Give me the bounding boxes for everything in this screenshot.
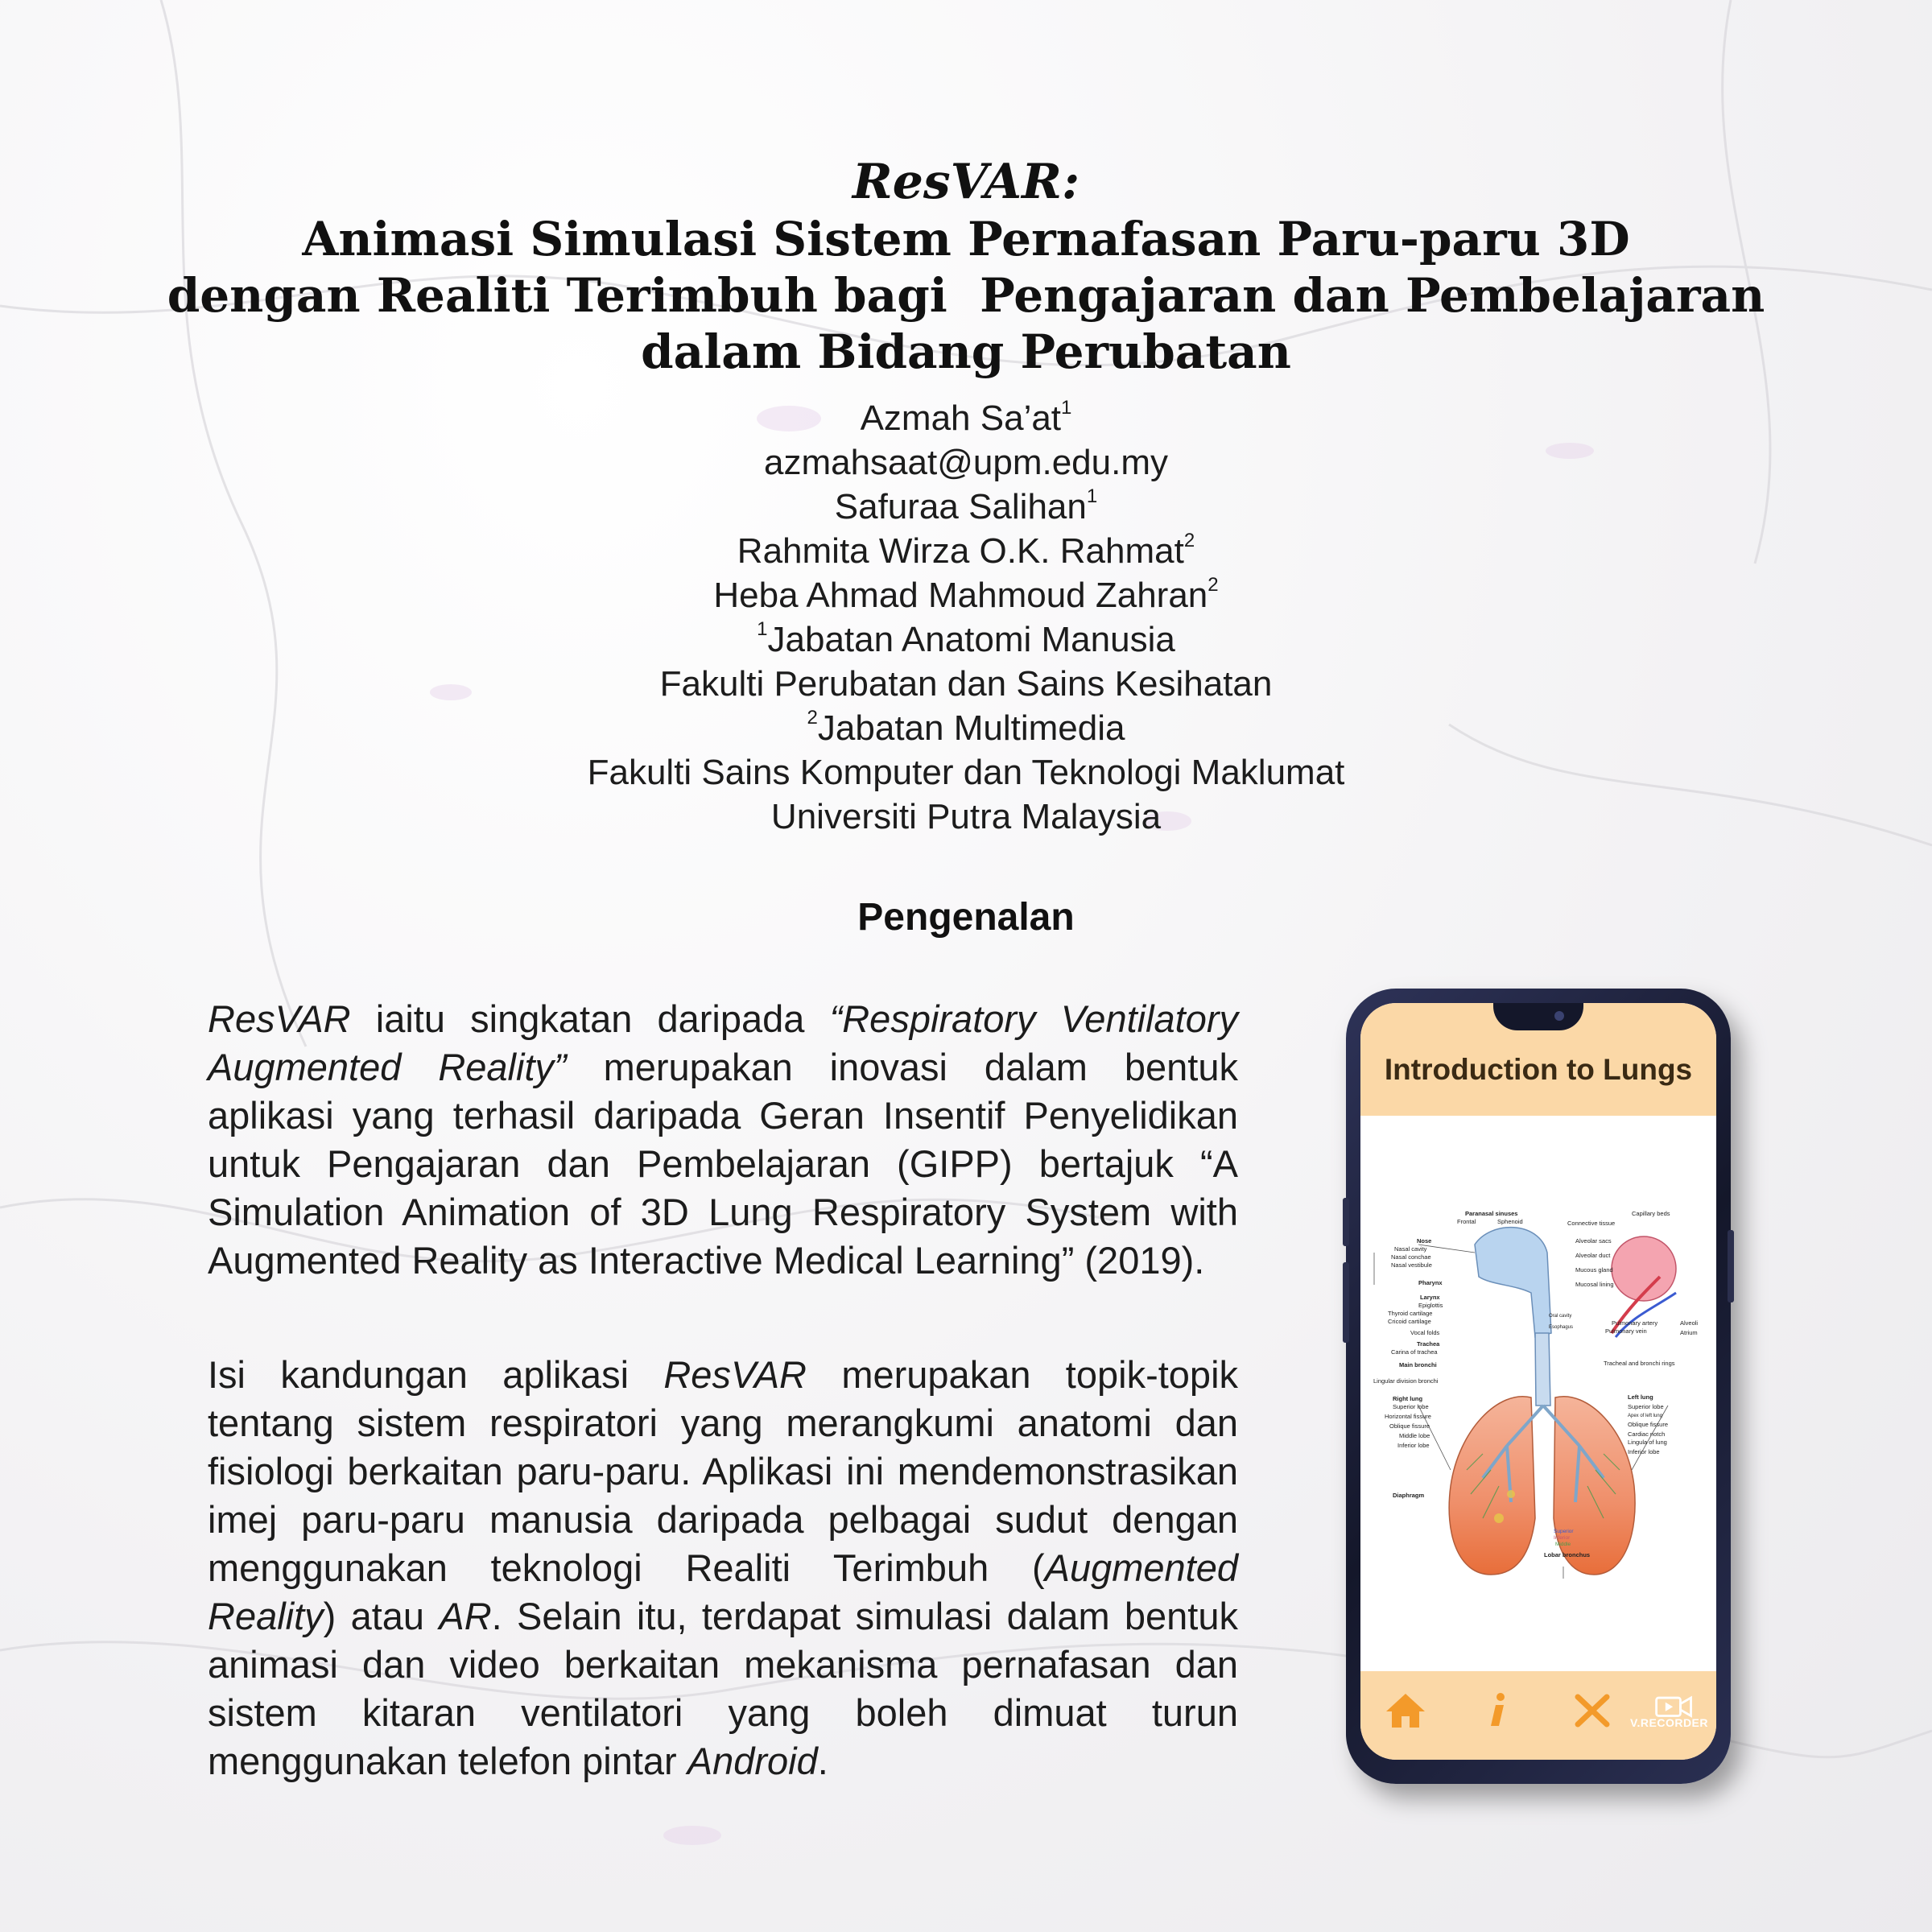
label-lobar-superior: Superior <box>1554 1529 1574 1534</box>
author-4 <box>322 573 1610 617</box>
p1-span-2: iaitu singkatan daripada <box>350 997 830 1040</box>
affiliation-1-sup: 1 <box>757 618 768 640</box>
author-1 <box>322 396 1610 440</box>
label-alv-sacs: Alveolar sacs <box>1575 1237 1612 1245</box>
label-trachea: Trachea <box>1417 1340 1440 1348</box>
label-frontal: Frontal <box>1457 1218 1476 1225</box>
label-l-superior: Superior lobe <box>1628 1403 1664 1410</box>
info-icon[interactable] <box>1473 1686 1521 1734</box>
label-carina: Carina of trachea <box>1391 1348 1438 1356</box>
phone-screen <box>1360 1003 1716 1760</box>
author-3 <box>322 529 1610 573</box>
author-2 <box>322 485 1610 529</box>
label-thyroid: Thyroid cartilage <box>1388 1310 1433 1317</box>
label-apex: Apex of left lung <box>1628 1414 1663 1418</box>
label-diaphragm: Diaphragm <box>1393 1492 1425 1499</box>
affiliation-1-faculty: Fakulti Perubatan dan Sains Kesihatan <box>659 664 1273 704</box>
label-lobar-middle: Middle <box>1555 1542 1571 1547</box>
affiliation-2-sup: 2 <box>807 707 818 729</box>
left-lung-shape <box>1554 1397 1635 1575</box>
close-icon[interactable] <box>1568 1686 1616 1734</box>
section-heading: Pengenalan <box>857 896 1075 939</box>
label-connective: Connective tissue <box>1567 1220 1616 1227</box>
phone-notch <box>1493 1003 1583 1030</box>
label-right-lung: Right lung <box>1393 1395 1423 1402</box>
label-pulm-vein: Pulmonary vein <box>1605 1327 1647 1335</box>
right-lung-shape <box>1449 1397 1535 1575</box>
label-main-bronchi: Main bronchi <box>1399 1361 1437 1368</box>
camera-icon <box>1554 1011 1564 1021</box>
label-middle: Middle lobe <box>1399 1432 1430 1439</box>
label-left-lung: Left lung <box>1628 1393 1653 1401</box>
lung-anatomy-diagram <box>1370 1196 1707 1583</box>
phone-side-button <box>1343 1198 1349 1246</box>
affiliation-2-dept-text: Jabatan Multimedia <box>817 708 1125 748</box>
recorder-label: V.RECORDER <box>1629 1716 1708 1729</box>
title-line-3: dengan Realiti Terimbuh bagi Pengajaran dan Pembelajaran <box>167 268 1765 323</box>
label-lobar-inferior: Inferior <box>1554 1535 1571 1541</box>
app-screen-title: Introduction to Lungs <box>1384 1053 1693 1086</box>
label-nose: Nose <box>1417 1237 1432 1245</box>
label-r-superior: Superior lobe <box>1393 1403 1429 1410</box>
app-body <box>1360 1116 1716 1679</box>
label-larynx: Larynx <box>1420 1294 1440 1301</box>
trachea-shape <box>1535 1333 1550 1406</box>
label-pulm-artery: Pulmonary artery <box>1612 1319 1658 1327</box>
label-l-oblique: Oblique fissure <box>1628 1421 1669 1428</box>
p2-span-2: ResVAR <box>663 1353 807 1396</box>
title-line-1: ResVAR: <box>852 154 1080 210</box>
author-2-sup: 1 <box>1086 485 1098 507</box>
label-lobar-bronchus: Lobar bronchus <box>1544 1551 1591 1558</box>
author-3-sup: 2 <box>1183 530 1195 551</box>
author-1-email: azmahsaat@upm.edu.my <box>763 443 1168 482</box>
label-oral: Oral cavity <box>1549 1314 1572 1319</box>
label-vocal: Vocal folds <box>1410 1329 1440 1336</box>
author-1-name: Azmah Sa’at <box>860 398 1062 438</box>
home-icon[interactable] <box>1381 1686 1430 1734</box>
label-r-oblique: Oblique fissure <box>1389 1422 1430 1430</box>
label-cardiac: Cardiac notch <box>1628 1430 1666 1438</box>
phone-side-button <box>1728 1230 1734 1302</box>
affiliation-2-dept <box>322 706 1610 750</box>
p1-span-4: merupakan inovasi dalam bentuk aplikasi yang terhasil daripada Geran Insentif Penyelidikan untuk Pengajaran dan Pembelajaran (GIPP) bertajuk “A Simulation Animation of 3D Lung Respiratory System with Augmented Reality as Interactive Medical Learning” (2019). <box>208 1046 1239 1282</box>
author-4-name: Heba Ahmad Mahmoud Zahran <box>713 576 1208 615</box>
p2-span-8: Android <box>687 1740 818 1782</box>
nasal-airway-shape <box>1475 1228 1551 1337</box>
phone-side-button <box>1343 1262 1349 1343</box>
label-esophagus: Esophagus <box>1549 1325 1574 1330</box>
p1-span-3: “Respiratory Ventilatory Augmented Reality” <box>208 997 1239 1088</box>
title-line-4: dalam Bidang Perubatan <box>641 324 1291 379</box>
author-block <box>322 396 1610 839</box>
app-footer-bar <box>1360 1671 1716 1760</box>
label-l-inferior: Inferior lobe <box>1628 1448 1660 1455</box>
label-nasal-conchae: Nasal conchae <box>1391 1253 1431 1261</box>
affiliation-1-dept-text: Jabatan Anatomi Manusia <box>767 620 1175 659</box>
paragraph-1 <box>208 995 1238 1285</box>
author-4-sup: 2 <box>1208 574 1219 596</box>
smartphone-mockup <box>1346 989 1731 1784</box>
title-line-2: Animasi Simulasi Sistem Pernafasan Paru-paru 3D <box>302 212 1630 266</box>
label-cricoid: Cricoid cartilage <box>1388 1318 1431 1325</box>
author-1-sup: 1 <box>1061 397 1072 419</box>
p1-span-1: ResVAR <box>208 997 351 1040</box>
label-atrium: Atrium <box>1680 1329 1698 1336</box>
label-epiglottis: Epiglottis <box>1418 1302 1443 1309</box>
label-alveoli: Alveoli <box>1680 1319 1699 1327</box>
label-capillary: Capillary beds <box>1632 1210 1670 1217</box>
p2-span-3: merupakan topik-topik tentang sistem respiratori yang merangkumi anatomi dan fisiologi berkaitan paru-paru. Aplikasi ini mendemonstrasikan imej paru-paru manusia daripada pelbagai sudut dengan menggunakan teknologi Realiti Terimbuh ( <box>208 1353 1239 1589</box>
p2-span-6: AR <box>439 1595 492 1637</box>
label-pharynx: Pharynx <box>1418 1279 1443 1286</box>
label-r-inferior: Inferior lobe <box>1397 1442 1430 1449</box>
label-horizontal: Horizontal fissure <box>1385 1413 1431 1420</box>
p2-span-1: Isi kandungan aplikasi <box>208 1353 664 1396</box>
university: Universiti Putra Malaysia <box>770 797 1162 836</box>
affiliation-1-dept <box>322 617 1610 662</box>
label-nasal-vestibule: Nasal vestibule <box>1391 1261 1432 1269</box>
p2-span-4: Augmented Reality <box>208 1546 1238 1637</box>
poster-title <box>161 153 1771 380</box>
label-mucosal: Mucosal lining <box>1575 1281 1614 1288</box>
affiliation-2-faculty: Fakulti Sains Komputer dan Teknologi Maklumat <box>587 753 1345 792</box>
p2-span-5: ) atau <box>323 1595 440 1637</box>
label-lingular: Lingular division bronchi <box>1373 1377 1439 1385</box>
label-alv-duct: Alveolar duct <box>1575 1252 1611 1259</box>
label-mucous-gland: Mucous gland <box>1575 1266 1613 1274</box>
label-tracheal-rings: Tracheal and bronchi rings <box>1604 1360 1675 1367</box>
label-nasal-cavity: Nasal cavity <box>1394 1245 1427 1253</box>
author-3-name: Rahmita Wirza O.K. Rahmat <box>737 531 1184 571</box>
author-2-name: Safuraa Salihan <box>834 487 1087 526</box>
label-lingula: Lingula of lung <box>1628 1439 1667 1446</box>
label-paranasal: Paranasal sinuses <box>1465 1210 1518 1217</box>
p2-span-7: . Selain itu, terdapat simulasi dalam bentuk animasi dan video berkaitan mekanisma pernafasan dan sistem kitaran ventilatori yang boleh dimuat turun menggunakan telefon pintar <box>208 1595 1238 1782</box>
p2-span-9: . <box>817 1740 828 1782</box>
paragraph-2 <box>208 1351 1238 1785</box>
label-sphenoid: Sphenoid <box>1497 1218 1523 1225</box>
